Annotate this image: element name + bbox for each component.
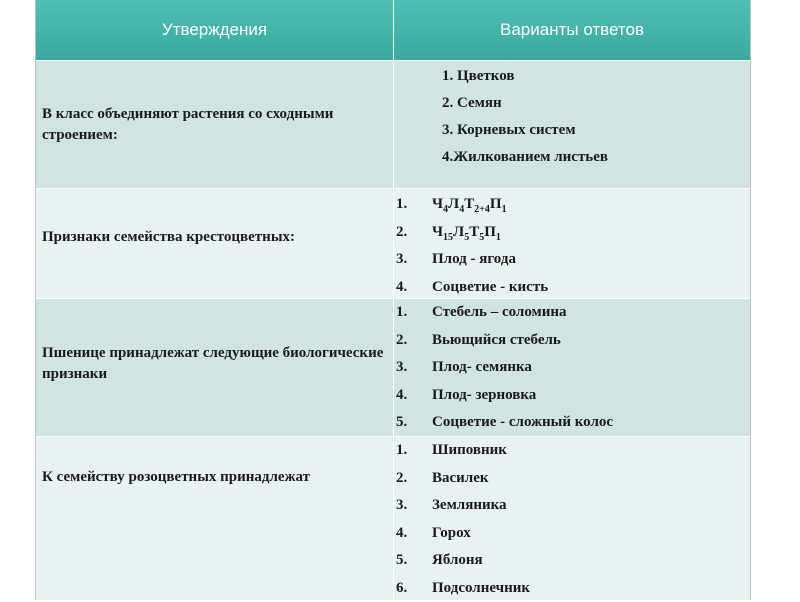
- formula-index: 5: [479, 232, 484, 243]
- list-item: [394, 575, 750, 602]
- formula-symbol: Т: [464, 196, 474, 212]
- option-text: Плод- семянка: [432, 359, 532, 376]
- table-row: [36, 298, 750, 436]
- header-answers: Варианты ответов: [394, 0, 750, 60]
- list-item: [394, 520, 750, 548]
- quiz-table: [35, 0, 751, 600]
- table-header: [36, 0, 750, 60]
- option-number: 4.: [396, 387, 407, 404]
- option-text: Соцветие - кисть: [432, 279, 548, 296]
- formula-symbol: Ч: [432, 196, 443, 212]
- option-text: Вьющийся стебель: [432, 332, 561, 349]
- option-text: Плод - ягода: [432, 251, 516, 268]
- list-item: [394, 492, 750, 520]
- option-text: 1. Цветков: [394, 68, 514, 85]
- option-text: Яблоня: [432, 552, 483, 569]
- option-number: 2.: [396, 224, 407, 241]
- option-number: 2.: [396, 332, 407, 349]
- statement-cell: [36, 299, 394, 436]
- list-item: [394, 299, 750, 327]
- list-item: [394, 437, 750, 465]
- option-text: Горох: [432, 525, 471, 542]
- option-number: 4.: [396, 279, 407, 296]
- option-number: 2.: [396, 470, 407, 487]
- option-text: Земляника: [432, 497, 507, 514]
- formula-symbol: Л: [448, 196, 459, 212]
- option-text: Плод- зерновка: [432, 387, 536, 404]
- list-item: [394, 144, 750, 171]
- list-item: [394, 354, 750, 382]
- option-number: 3.: [396, 497, 407, 514]
- formula-index: 2+4: [474, 204, 490, 215]
- option-text: Шиповник: [432, 442, 507, 459]
- formula-symbol: Л: [453, 224, 464, 240]
- statement-text: В класс объединяют растения со сходными строением:: [42, 104, 387, 146]
- formula-2: [432, 224, 501, 241]
- option-number: 1.: [396, 304, 407, 321]
- formula-symbol: Ч: [432, 224, 443, 240]
- options-cell: [394, 299, 750, 436]
- formula-index: 5: [464, 232, 469, 243]
- formula-symbol: Т: [469, 224, 479, 240]
- formula-symbol: П: [484, 224, 496, 240]
- list-item: [394, 547, 750, 575]
- list-item: [394, 465, 750, 493]
- option-number: 3.: [396, 251, 407, 268]
- option-text: Подсолнечник: [432, 580, 530, 597]
- option-number: 1.: [396, 196, 407, 213]
- formula-1: [432, 196, 507, 213]
- statement-text: Пшенице принадлежат следующие биологические признаки: [42, 343, 387, 385]
- option-number: 3.: [396, 359, 407, 376]
- formula-index: 4: [443, 204, 448, 215]
- options-cell: [394, 437, 750, 600]
- option-number: 5.: [396, 552, 407, 569]
- option-text: Стебель – соломина: [432, 304, 567, 321]
- option-number: 1.: [396, 442, 407, 459]
- table-row: [36, 60, 750, 188]
- option-number: 6.: [396, 580, 407, 597]
- formula-symbol: П: [490, 196, 502, 212]
- list-item: [394, 63, 750, 90]
- formula-index: 4: [459, 204, 464, 215]
- list-item: [394, 382, 750, 410]
- options-cell: [394, 189, 750, 298]
- list-item: [394, 90, 750, 117]
- option-text: 3. Корневых систем: [394, 122, 576, 139]
- statement-text: Признаки семейства крестоцветных:: [42, 227, 295, 248]
- statement-cell: [36, 189, 394, 298]
- statement-cell: [36, 61, 394, 188]
- list-item: [394, 409, 750, 437]
- option-text: Соцветие - сложный колос: [432, 414, 613, 431]
- list-item: [394, 191, 750, 219]
- option-text: Василек: [432, 470, 489, 487]
- table-row: [36, 436, 750, 600]
- table-row: [36, 188, 750, 298]
- option-text: 2. Семян: [394, 95, 502, 112]
- formula-index: 15: [443, 232, 453, 243]
- list-item: [394, 246, 750, 274]
- list-item: [394, 219, 750, 247]
- formula-index: 1: [496, 232, 501, 243]
- statement-cell: [36, 437, 394, 600]
- header-statements: Утверждения: [36, 0, 394, 60]
- list-item: [394, 274, 750, 302]
- options-cell: [394, 61, 750, 188]
- formula-index: 1: [502, 204, 507, 215]
- list-item: [394, 117, 750, 144]
- option-number: 4.: [396, 525, 407, 542]
- option-number: 5.: [396, 414, 407, 431]
- statement-text: К семейству розоцветных принадлежат: [42, 467, 310, 488]
- list-item: [394, 327, 750, 355]
- option-text: 4.Жилкованием листьев: [394, 149, 608, 166]
